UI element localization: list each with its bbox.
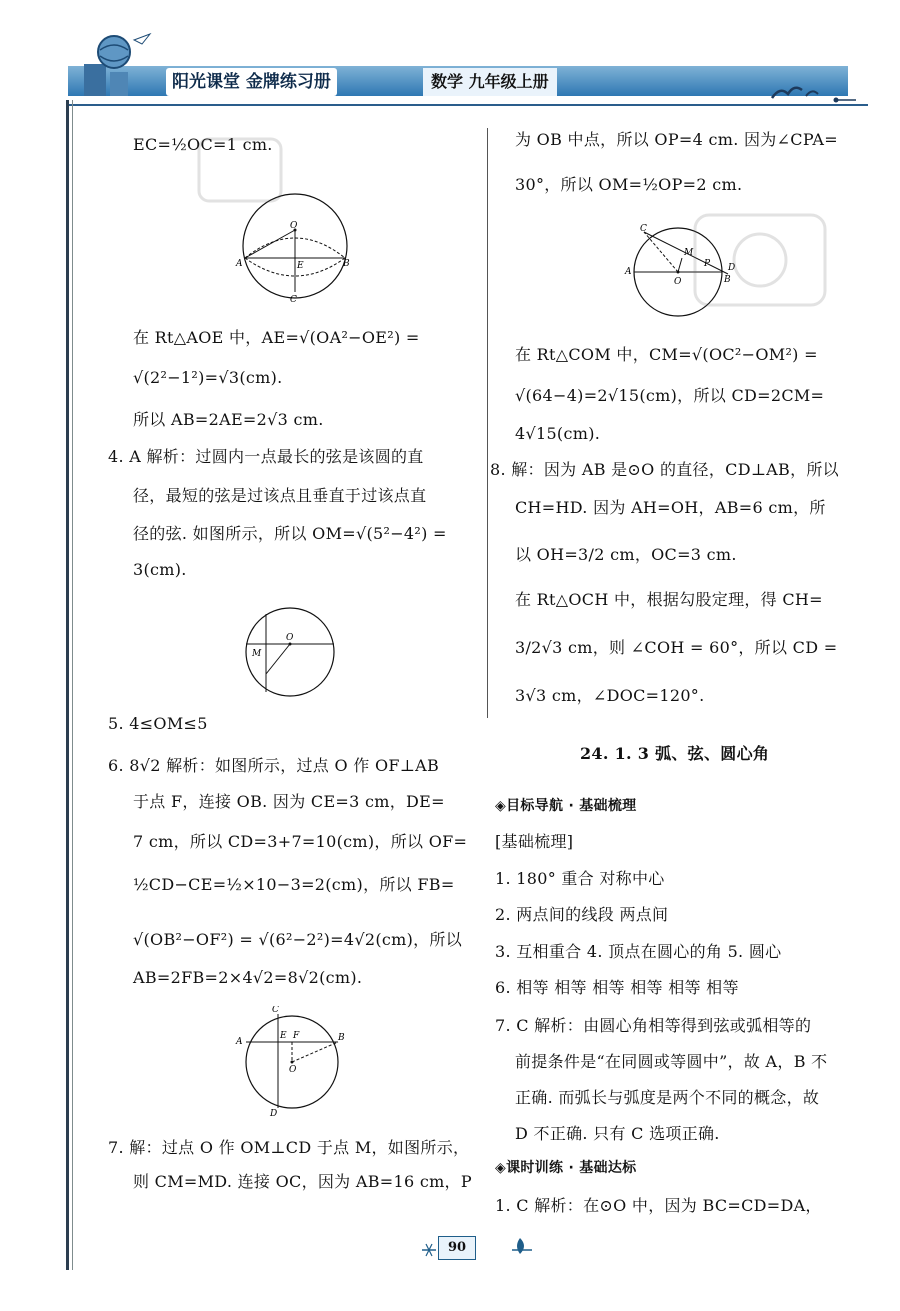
q6-line-3: 7 cm，所以 CD=3+7=10(cm)，所以 OF= [133,832,468,851]
diamond-bullet-icon: ◈ [495,798,507,814]
answer-6: 6. 相等 相等 相等 相等 相等 相等 [495,978,739,997]
right-line-3: 在 Rt△COM 中，CM=√(OC²−OM²) = [515,345,818,364]
q4-line-1: 4. A 解析：过圆内一点最长的弦是该圆的直 [108,447,424,466]
left-line-1: EC=½OC=1 cm. [133,135,273,154]
left-line-4: 所以 AB=2AE=2√3 cm. [133,410,324,429]
subsection-goal-nav-label: 目标导航 · 基础梳理 [506,798,637,814]
fig3-label-e: E [280,1031,287,1041]
left-margin-rule [66,100,69,1270]
q4-line-3: 径的弦. 如图所示，所以 OM=√(5²−4²) = [133,524,447,543]
left-line-3: √(2²−1²)=√3(cm). [133,368,283,387]
fig1-label-e: E [297,261,304,271]
subject-grade: 数学 九年级上册 [423,68,557,96]
section-heading: 24. 1. 3 弧、弦、圆心角 [580,744,770,763]
q4-line-4: 3(cm). [133,560,187,579]
fig4-label-b: B [724,275,731,285]
globe-logo-icon [76,30,156,100]
fig4-label-d: D [728,263,736,273]
fig1-label-o: O [290,221,298,231]
q8-line-4: 在 Rt△OCH 中，根据勾股定理，得 CH= [515,590,823,609]
book-title: 阳光课堂 金牌练习册 [166,68,337,96]
figure-circle-om [242,604,338,700]
figure-circle-aoe [235,188,355,306]
watermark-stamp-icon [690,210,830,310]
fig4-label-p: P [704,259,711,269]
right-line-4: √(64−4)=2√15(cm)，所以 CD=2CM= [515,386,825,405]
q7-line-2: 则 CM=MD. 连接 OC，因为 AB=16 cm，P [133,1172,472,1191]
q6-line-6: AB=2FB=2×4√2=8√2(cm). [133,968,363,987]
bracket-heading: [基础梳理] [495,832,574,851]
figure-circle-cd [234,1006,346,1118]
fig4-label-o: O [674,277,682,287]
q6-line-4: ½CD−CE=½×10−3=2(cm)，所以 FB= [133,875,455,894]
fig3-label-b: B [338,1033,345,1043]
right-line-1: 为 OB 中点，所以 OP=4 cm. 因为∠CPA= [515,130,838,149]
left-margin-rule-thin [72,100,73,1270]
page-number: 90 [438,1236,476,1260]
subsection-lesson-training [495,1158,636,1178]
fig4-label-c: C [640,224,647,234]
fig2-label-o: O [286,633,294,643]
fig3-label-a: A [236,1037,243,1047]
subsection-lesson-training-label: 课时训练 · 基础达标 [506,1160,637,1176]
answer-7-line-2: 前提条件是“在同圆或等圆中”，故 A，B 不 [515,1052,828,1071]
subsection-goal-nav [495,796,636,816]
q8-line-5: 3/2√3 cm，则 ∠COH = 60°，所以 CD = [515,638,838,657]
fig2-label-m: M [252,649,262,659]
answer-7-line-4: D 不正确. 只有 C 选项正确. [515,1124,720,1143]
q5-line: 5. 4≤OM≤5 [108,714,208,733]
answer-3-5: 3. 互相重合 4. 顶点在圆心的角 5. 圆心 [495,942,782,961]
fig3-label-c: C [272,1006,279,1015]
right-line-2: 30°，所以 OM=½OP=2 cm. [515,175,743,194]
birds-decoration-icon [768,80,858,104]
page-header [68,30,868,108]
q8-line-1: 8. 解：因为 AB 是⊙O 的直径，CD⊥AB，所以 [490,460,839,479]
q8-line-2: CH=HD. 因为 AH=OH，AB=6 cm，所 [515,498,826,517]
q7-line-1: 7. 解：过点 O 作 OM⊥CD 于点 M，如图所示， [108,1138,470,1157]
header-underline [68,104,868,106]
fig1-label-c: C [290,295,297,305]
q4-line-2: 径，最短的弦是过该点且垂直于过该点直 [133,486,427,505]
q6-line-1: 6. 8√2 解析：如图所示，过点 O 作 OF⊥AB [108,756,440,775]
training-answer-1: 1. C 解析：在⊙O 中，因为 BC=CD=DA， [495,1196,822,1215]
column-divider [487,128,488,718]
left-line-2: 在 Rt△AOE 中，AE=√(OA²−OE²) = [133,328,420,347]
fig1-label-a: A [236,259,243,269]
q6-line-5: √(OB²−OF²) = √(6²−2²)=4√2(cm)，所以 [133,930,463,949]
fig3-label-o: O [289,1065,297,1075]
fig1-label-b: B [343,259,350,269]
answer-1: 1. 180° 重合 对称中心 [495,869,665,888]
answer-2: 2. 两点间的线段 两点间 [495,905,669,924]
q8-line-6: 3√3 cm，∠DOC=120°. [515,686,705,705]
fig3-label-f: F [293,1031,300,1041]
watermark-stamp-icon [195,135,285,205]
answer-7-line-3: 正确. 而弧长与弧度是两个不同的概念，故 [515,1088,820,1107]
fig3-label-d: D [270,1109,278,1118]
q6-line-2: 于点 F，连接 OB. 因为 CE=3 cm，DE= [133,792,445,811]
answer-7-line-1: 7. C 解析：由圆心角相等得到弦或弧相等的 [495,1016,812,1035]
diamond-bullet-icon: ◈ [495,1160,507,1176]
fig4-label-m: M [684,248,694,258]
right-line-5: 4√15(cm). [515,424,601,443]
q8-line-3: 以 OH=3/2 cm，OC=3 cm. [515,545,737,564]
fig4-label-a: A [625,267,632,277]
